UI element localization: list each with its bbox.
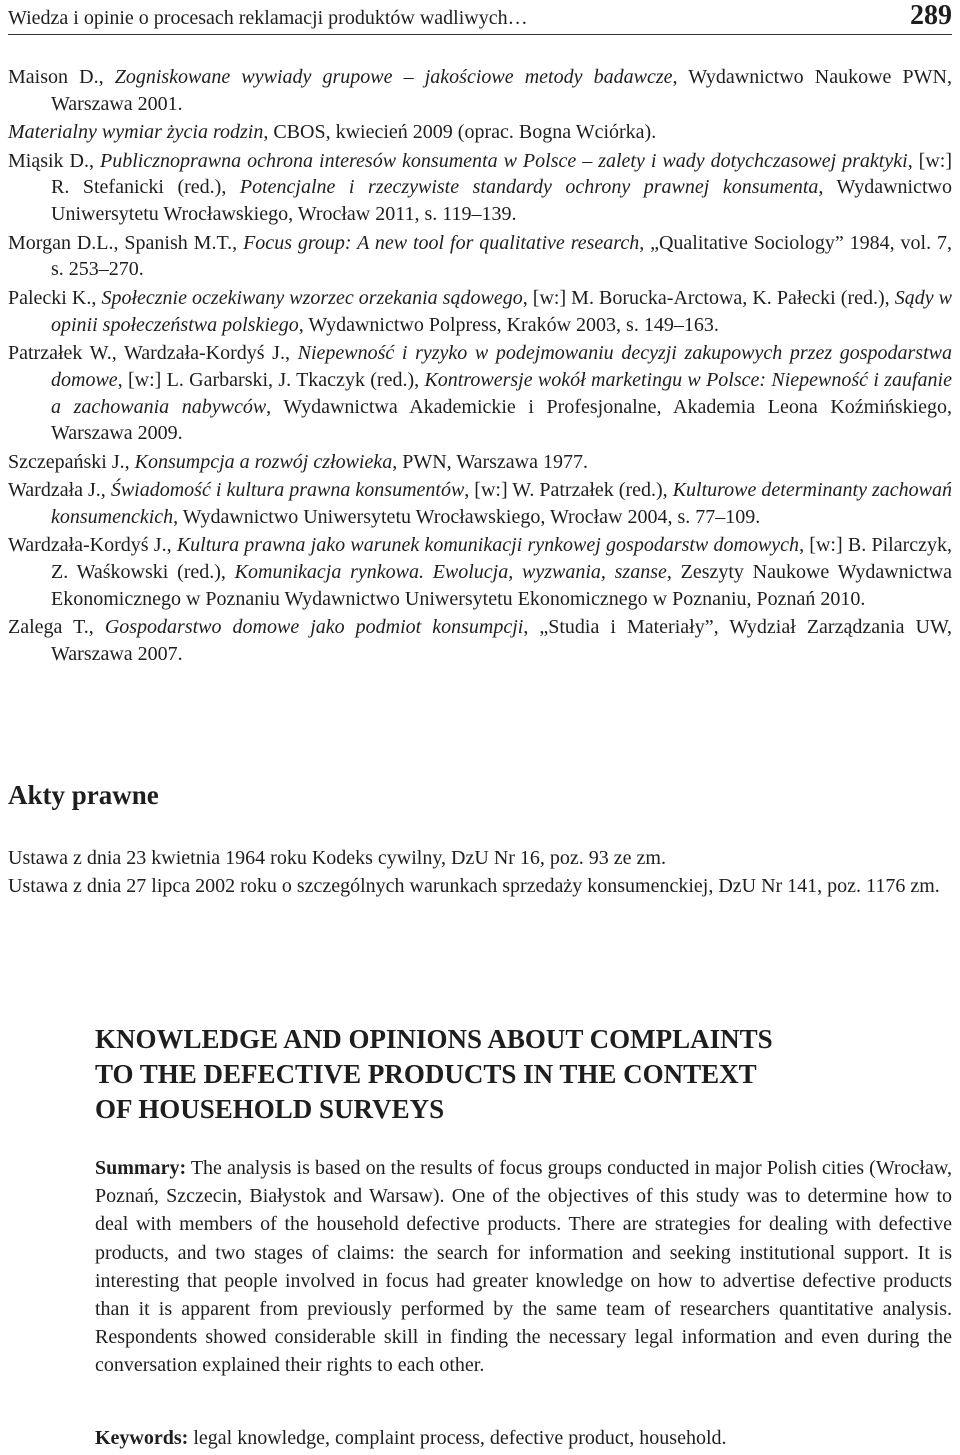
keywords-text: legal knowledge, complaint process, defective product, household. [193,1427,727,1449]
english-title-line: KNOWLEDGE AND OPINIONS ABOUT COMPLAINTS [95,1024,773,1054]
reference-item [8,614,952,668]
legal-acts-heading: Akty prawne [8,780,159,810]
reference-title: Publicznoprawna ochrona interesów konsumenta w Polsce – zalety i wady dotychczasowej praktyki [100,149,908,172]
legal-act-item: Ustawa z dnia 27 lipca 2002 roku o szczególnych warunkach sprzedaży konsumenckiej, DzU Nr 141, poz. 1176 zm. [8,875,940,898]
reference-text: Maison D., [8,66,115,88]
reference-title: Sądy w opinii społeczeństwa polskiego [51,286,952,336]
english-title-line: TO THE DEFECTIVE PRODUCTS IN THE CONTEXT [95,1059,757,1089]
reference-text: , Wydawnictwa Akademickie i Profesjonalne, Akademia Leona Koźmińskiego, Warszawa 2009. [51,395,952,445]
reference-text: , Wydawnictwo Uniwersytetu Wrocławskiego, Wrocław 2004, s. 77–109. [173,505,761,528]
reference-text: , [w:] B. Pilarczyk, Z. Waśkowski (red.), [51,534,952,584]
reference-text: , [w:] W. Patrzałek (red.), [464,479,673,502]
reference-text: Wardzała J., [8,479,111,502]
reference-text: Morgan D.L., Spanish M.T., [8,231,244,254]
legal-acts-list [8,845,952,902]
summary-paragraph [95,1154,952,1380]
reference-item [8,64,952,118]
reference-title: Komunikacja rynkowa. Ewolucja, wyzwania, szanse [234,561,667,584]
reference-text: , „Studia i Materiały”, Wydział Zarządzania UW, Warszawa 2007. [51,616,953,666]
reference-list [8,64,952,669]
reference-text: , „Qualitative Sociology” 1984, vol. 7, s. 253–270. [51,231,953,281]
reference-title: Focus group: A new tool for qualitative research [243,231,640,254]
reference-title: Niepewność i ryzyko w podejmowaniu decyzji zakupowych przez gospodarstwa domowe [51,341,952,391]
reference-text: , Wydawnictwo Naukowe PWN, Warszawa 2001. [51,66,953,115]
keywords-paragraph [95,1424,952,1452]
english-title-line: OF HOUSEHOLD SURVEYS [95,1094,445,1124]
reference-item [8,230,952,284]
reference-text: Palecki K., [8,286,102,309]
reference-text: , [w:] R. Stefanicki (red.), [51,149,953,199]
reference-text: Zalega T., [8,616,105,639]
english-title [95,1022,952,1127]
reference-item [8,532,952,612]
reference-text: , [w:] L. Garbarski, J. Tkaczyk (red.), [117,368,425,391]
reference-title: Kontrowersje wokół marketingu w Polsce: Niepewność i zaufanie a zachowania nabywców [51,368,952,418]
reference-title: Materialny wymiar życia rodzin [8,121,264,144]
reference-title: Potencjalne i rzeczywiste standardy ochrony prawnej konsumenta [239,176,819,199]
reference-text: Wardzała-Kordyś J., [8,534,177,557]
reference-item [8,119,952,146]
reference-text: , PWN, Warszawa 1977. [392,450,588,473]
summary-label: Summary: [95,1157,187,1179]
running-header [8,0,952,35]
reference-text: , [w:] M. Borucka-Arctowa, K. Pałecki (red.), [522,286,895,309]
reference-title: Społecznie oczekiwany wzorzec orzekania sądowego [101,286,523,309]
reference-item [8,285,952,339]
reference-title: Kultura prawna jako warunek komunikacji rynkowej gospodarstw domowych [176,534,800,557]
legal-act-item: Ustawa z dnia 23 kwietnia 1964 roku Kodeks cywilny, DzU Nr 16, poz. 93 ze zm. [8,847,666,869]
running-title: Wiedza i opinie o procesach reklamacji produktów wadliwych… [8,7,528,29]
reference-text: , CBOS, kwiecień 2009 (oprac. Bogna Wciórka). [263,121,657,144]
reference-title: Kulturowe determinanty zachowań konsumenckich [51,479,952,528]
summary-text: The analysis is based on the results of focus groups conducted in major Polish cities (Wrocław, Poznań, Szczecin, Białystok and Warsaw). One of the objectives of this study was to determine how to deal with members of the household defective products. There are strategies for dealing with defective products, and two stages of claims: the search for information and seeking institutional support. It is interesting that people involved in focus had greater knowledge on how to advertise defective products than it is apparent from previously performed by the same team of researchers quantitative analysis. Respondents showed considerable skill in finding the necessary legal information and even during the conversation explained their rights to each other. [95,1157,953,1377]
reference-text: , Wydawnictwo Uniwersytetu Wrocławskiego, Wrocław 2011, s. 119–139. [51,176,952,226]
reference-title: Gospodarstwo domowe jako podmiot konsumpcji [104,616,524,639]
reference-text: Patrzałek W., Wardzała-Kordyś J., [8,341,298,364]
reference-item [8,148,952,228]
reference-text: Szczepański J., [8,450,135,473]
page-number: 289 [910,0,952,31]
reference-item [8,477,952,531]
reference-text: , Zeszyty Naukowe Wydawnictwa Ekonomicznego w Poznaniu Wydawnictwo Uniwersytetu Ekonomicznego w Poznaniu, Poznań 2010. [51,561,952,610]
reference-item [8,449,952,476]
keywords-label: Keywords: [95,1427,189,1449]
reference-title: Zogniskowane wywiady grupowe – jakościowe metody badawcze [114,66,673,88]
reference-title: Świadomość i kultura prawna konsumentów [110,479,465,502]
reference-title: Konsumpcja a rozwój człowieka [134,450,393,473]
reference-text: Miąsik D., [8,149,100,172]
reference-item [8,340,952,447]
reference-text: , Wydawnictwo Polpress, Kraków 2003, s. 149–163. [298,313,719,336]
